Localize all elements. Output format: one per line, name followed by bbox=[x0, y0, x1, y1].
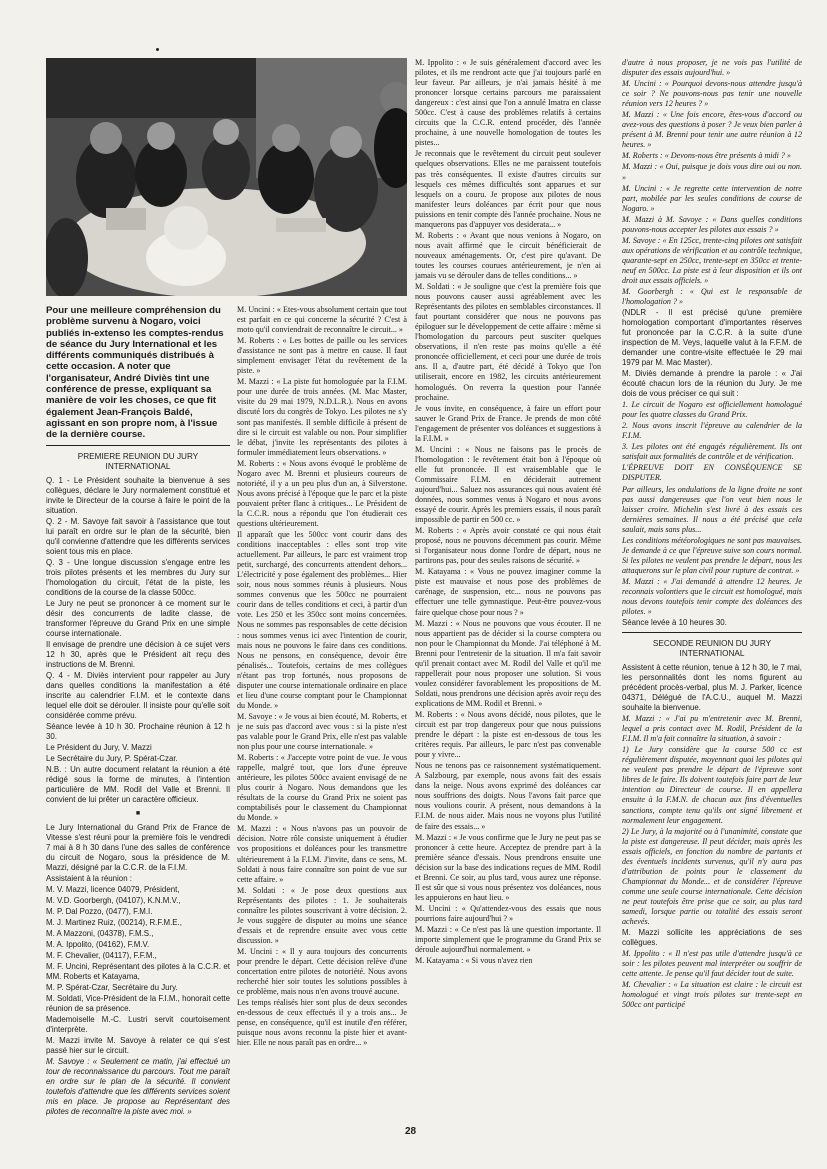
paragraph: M. Savoye : « Seulement ce matin, j'ai effectué un tour de reconnaissance du parcours. Tout me paraît en ordre sur le plan de la sécurité. Il convient toutefois d'attendre que les différents services soient mis en place. Je propose au Représentant des pilotes de reconnaître la piste avec moi. » bbox=[46, 1056, 230, 1116]
paragraph: Il envisage de prendre une décision à ce sujet vers 12 h 30, après que le Président ait reçu des instructions de M. Brenni. bbox=[46, 639, 230, 669]
paragraph: Séance levée à 10 h 30. Prochaine réunion à 12 h 30. bbox=[46, 721, 230, 741]
paragraph: Le Président du Jury, V. Mazzi bbox=[46, 742, 152, 752]
divies-statement bbox=[622, 400, 802, 617]
page-number: 28 bbox=[405, 1126, 417, 1137]
paragraph: M. Roberts : « J'accepte votre point de vue. Je vous rappelle, malgré tout, que lors d'une épreuve antérieure, les pilotes 500cc avaient envisagé de ne plus courir à Nogaro. Nous demandons que les résultats de la course du Grand Prix ne soient pas comptabilisés pour le classement du Championnat du Monde. » bbox=[237, 753, 407, 823]
paragraph: Les temps réalisés hier sont plus de deux secondes en-dessous de ceux effectués il y a trois ans... Je pense, en conséquence, qu'il est inutile d'en référer, puisque nous avons reconnu la piste hier et avant-hier. Elle ne nous paraît pas en ordre... » bbox=[237, 998, 407, 1048]
paragraph: M. Ippolito : « Je suis généralement d'accord avec les pilotes, et ils me rendront acte que j'ai toujours parlé en leur faveur. Par ailleurs, je n'ai jamais hésité à me prononcer lorsque certains parcours me paraissaient dangereux : c'est ainsi que l'on a annulé Imatra en classe 500cc. C'est à cause des problèmes relatifs à certains circuits que la C.C.R. entend procéder, dès l'année prochaine, à une nouvelle homologation de toutes les pistes... bbox=[415, 58, 601, 148]
paragraph: M. Katayama : « Vous ne pouvez imaginer comme la piste est mauvaise et nous pose des problèmes de carénage, de suspension, etc... nous ne pouvons pas effectuer une telle gymnastique. Peut-être pouvez-vous faire quelque chose pour nous ? » bbox=[415, 567, 601, 617]
paragraph: Les conditions météorologiques ne sont pas mauvaises. Je demande à ce que l'épreuve suive son cours normal. Si les pilotes ne veulent pas prendre le départ, nous les attaquerons sur le plan civil pour rupture de contrat. » bbox=[622, 535, 802, 575]
attendee: M. P. Spérat-Czar, Secrétaire du Jury. bbox=[46, 982, 178, 992]
paragraph: 1. Le circuit de Nogaro est officiellement homologué pour les quatre classes du Grand Prix. bbox=[622, 400, 802, 420]
meeting-photo bbox=[46, 58, 407, 296]
second-meeting-minutes bbox=[622, 663, 802, 713]
paragraph: Il apparaît que les 500cc vont courir dans des conditions inacceptables : elles sont trop vite actuellement. Par ailleurs, le parc est vraiment trop petit, surchargé, des concurrents attendent dehors... L'électricité y pose également des problèmes... Hier soir, nous nous sommes réunis à plusieurs. Nous sommes convenus que les 500cc ne pourraient courir dans de telles conditions et ceci, à partir d'un vote. Les 250 et les 350cc sont moins concernées. Nous ne sommes pas responsables de cette décision : nous sommes venus ici avec l'intention de courir, mais nous ne pouvons le faire dans ces conditions. Nous ne pensons, en conséquence, devoir être pénalisés... Toutefois, certains de mes collègues n'étant pas trop fortunés, nous proposons de disputer une course internationale ordinaire en place et lieu d'une course comptant pour le Championnat du Monde. » bbox=[237, 530, 407, 710]
paragraph: M. Roberts : « Après avoir constaté ce qui nous était proposé, nous ne pouvons décemment pas courir. Même si l'organisateur nous donne l'ordre de départ, nous ne partirons pas, pour des seules raisons de sécurité. » bbox=[415, 526, 601, 566]
paragraph: M. Mazzi sollicite les appréciations de ses collègues. bbox=[622, 928, 802, 948]
paragraph: M. Diviès demande à prendre la parole : « J'ai écouté chacun lors de la réunion du Jury. Je me dois de vous préciser ce qui suit : bbox=[622, 369, 802, 399]
paragraph: 3. Les pilotes ont été engagés régulièrement. Ils ont satisfait aux formalités de contrôle et de vérification. bbox=[622, 442, 802, 462]
attendee: M. P. Dal Pozzo, (0477), F.M.I. bbox=[46, 906, 153, 916]
second-meeting-discussion bbox=[622, 714, 802, 927]
print-dot bbox=[156, 48, 159, 51]
paragraph: Assistent à cette réunion, tenue à 12 h 30, le 7 mai, les personnalités dont les noms figurent au précédent procès-verbal, plus M. J. Parker, licence 04371, Délégué de l'A.C.U., auquel M. Mazzi souhaite la bienvenue. bbox=[622, 663, 802, 713]
paragraph: Assistaient à la réunion : bbox=[46, 873, 132, 883]
paragraph: 2) Le Jury, à la majorité ou à l'unanimité, constate que la piste est dangereuse. Il peut décider, mais après les essais officiels, en fonction du nombre de partants et des éventuels incidents survenus, qu'il n'y aura pas d'attribution de points pour le classement du Championnat du Monde... et de considérer l'épreuve comme une seule course internationale. Cette décision ne peut toutefois être prise que ce soir, au plus tard samedi, lorsque partie ou totalité des essais seront achevés. bbox=[622, 826, 802, 927]
paragraph: M. Roberts : « Les bottes de paille ou les services d'assistance ne sont pas à mettre en cause. Il faut simplement envisager l'état du revêtement de la piste. » bbox=[237, 336, 407, 376]
paragraph: M. Roberts : « Nous avons décidé, nous pilotes, que le circuit est par trop dangereux pour que nous puissions prendre le départ : la piste est en-dessous de tous les critères requis. Par ailleurs, le parc n'est pas convenable pour y vivre... bbox=[415, 710, 601, 760]
paragraph: M. Uncini : « Qu'attendez-vous des essais que nous pourrions faire aujourd'hui ? » bbox=[415, 903, 601, 923]
paragraph: Le Jury ne peut se prononcer à ce moment sur le désir des concurrents de ladite classe, de transformer l'épreuve du Grand Prix en une simple course internationale. bbox=[46, 598, 230, 638]
divider bbox=[622, 632, 802, 633]
paragraph: Par ailleurs, les ondulations de la ligne droite ne sont pas aussi dangereuses que l'on veut bien nous le laisser croire. Michelin s'est livré à des essais ces dernières semaines. Il nous a été précisé que cela saulait, mais sans plus... bbox=[622, 484, 802, 534]
attendee: M. V.D. Goorbergh, (04107), K.N.M.V., bbox=[46, 895, 181, 905]
column-2 bbox=[237, 305, 407, 1165]
paragraph: Q. 1 - Le Président souhaite la bienvenue à ses collègues, déclare le Jury normalement constitué et invite le Directeur de la course à faire le point de la situation. bbox=[46, 475, 230, 515]
photo-image bbox=[46, 58, 407, 296]
attendee: M. F. Uncini, Représentant des pilotes à la C.C.R. et MM. Roberts et Katayama, bbox=[46, 961, 230, 981]
paragraph: Q. 3 - Une longue discussion s'engage entre les trois pilotes présents et les membres du Jury sur l'homologation du circuit, l'état de la piste, les conditions de la course de la classe 500cc. bbox=[46, 557, 230, 597]
paragraph: M. Mazzi : « La piste fut homologuée par la F.I.M. pour une durée de trois années. (M. Mac Master, visite du 29 mai 1979, N.D.L.R.). Nous en avons discuté lors du congrès de Tokyo. Les pilotes ne s'y sont pas manifestés. Il semble difficile à présent de dire si le circuit est valable ou non. Pour simplifier le débat, j'invite les représentants des pilotes à formuler immédiatement leurs observations. » bbox=[237, 377, 407, 457]
paragraph: M. Mazzi : « Ce n'est pas là une question importante. Il importe simplement que le programme du Grand Prix se déroule aujourd'hui normalement. » bbox=[415, 924, 601, 955]
paragraph: M. Mazzi : « Nous n'avons pas un pouvoir de décision. Notre rôle consiste uniquement à étudier vos propositions et doléances pour les transmettre ultérieurement à la F.I.M. J'invite, dans ce sens, M. Soldati à nous faire connaître son point de vue sur cette affaire. » bbox=[237, 824, 407, 884]
paragraph: M. Savoye : « En 125cc, trente-cinq pilotes ont satisfait aux opérations de vérification et au contrôle technique, quarante-sept en 250cc, trente-sept en 350cc et trente-neuf en 500cc. La piste est à leur disposition et ils ont droit aux essais officiels. » bbox=[622, 235, 802, 285]
section-title-second-meeting: SECONDE REUNION DU JURY INTERNATIONAL bbox=[652, 639, 772, 659]
paragraph: M. Uncini : « Pourquoi devons-nous attendre jusqu'à ce soir ? Ne pouvons-nous pas tenir une nouvelle réunion vers 12 heures ? » bbox=[622, 79, 802, 109]
paragraph: M. Mazzi : « Nous ne pouvons que vous écouter. Il ne nous appartient pas de décider si la course comptera ou non pour le Championnat du Monde. J'ai téléphoné à M. Brenni pour l'entretenir de la situation. Il m'a fait savoir qu'il prenait contact avec M. Rodil del Valle et qu'il me rappellerait pour nous proposer une solution. Si vous voulez considérer favorablement les propositions de M. Soldati, nous prendrons une décision après avoir reçu des explications de MM. Rodil et Brenni. » bbox=[415, 618, 601, 708]
paragraph: 2. Nous avons inscrit l'épreuve au calendrier de la F.I.M. bbox=[622, 421, 802, 441]
attendee: M. A Mazzoni, (04378), F.M.S., bbox=[46, 928, 154, 938]
paragraph: M. Roberts : « Devons-nous être présents à midi ? » bbox=[622, 151, 791, 161]
column-3 bbox=[415, 58, 601, 1168]
paragraph: d'autre à nous proposer, je ne vois pas l'utilité de disputer des essais aujourd'hui. » bbox=[622, 58, 802, 78]
paragraph: M. Mazzi : « Une fois encore, êtes-vous d'accord ou avez-vous des questions à poser ? Je veux bien parler à présent à M. Brenni pour tenir une autre réunion à 12 heures. » bbox=[622, 110, 802, 150]
paragraph: M. Uncini : « Je regrette cette intervention de notre part, mobilée par les seules conditions de course de Nogaro. » bbox=[622, 183, 802, 213]
paragraph: L'ÉPREUVE DOIT EN CONSÉQUENCE SE DISPUTER. bbox=[622, 463, 802, 483]
column-4 bbox=[622, 58, 802, 1168]
section-title-first-meeting: PREMIERE REUNION DU JURY INTERNATIONAL bbox=[77, 451, 199, 471]
paragraph: M. Savoye : « Je vous ai bien écouté, M. Roberts, et je ne suis pas d'accord avec vous : si la piste n'est pas valable pour le Grand Prix, elle n'est pas valable non plus pour une course internationale. » bbox=[237, 711, 407, 752]
paragraph: M. Chevalier : « La situation est claire : le circuit est homologué et vingt trois pilotes sur trente-sept en 500cc ont participé bbox=[622, 980, 802, 1010]
attendee: M. F. Chevalier, (04117), F.F.M., bbox=[46, 950, 157, 960]
attendee: M. V. Mazzi, licence 04079, Président, bbox=[46, 884, 180, 894]
paragraph: M. Uncini : « Il y aura toujours des concurrents pour prendre le départ. Cette décision relève d'une concertation entre pilotes de notoriété. Nous avons recherché hier soir toutes les solutions possibles à ce problème, mais nous n'en avons trouvé aucune. bbox=[237, 946, 407, 997]
paragraph: M. Uncini : « Etes-vous absolument certain que tout est parfait en ce qui concerne la sécurité ? C'est à moto qu'il conviendrait de reconnaître le circuit... » bbox=[237, 305, 407, 335]
paragraph: M. Mazzi à M. Savoye : « Dans quelles conditions pouvons-nous accepter les pilotes aux essais ? » bbox=[622, 214, 802, 234]
paragraph: M. Katayama : « Si vous n'avez rien bbox=[415, 956, 533, 966]
paragraph: Mademoiselle M.-C. Lustri servit courtoisement d'interprète. bbox=[46, 1014, 230, 1034]
paragraph: Séance levée à 10 heures 30. bbox=[622, 618, 727, 628]
paragraph: Q. 2 - M. Savoye fait savoir à l'assistance que tout lui paraît en ordre sur le plan de la sécurité, bien qu'il convienne d'attendre que les différents services soient tous mis en place. bbox=[46, 516, 230, 556]
paragraph: M. Roberts : « Nous avons évoqué le problème de Nogaro avec M. Brenni et plusieurs coureurs de notoriété, il y a un peu plus d'un an, à Silverstone. Nous avons précisé à l'époque que le parc et la piste pouvaient prêter flanc à critiques... Le Président de la C.C.R. nous a répondu que l'on étudierait ces questions ultérieurement. bbox=[237, 458, 407, 528]
attendee: M. J. Martinez Ruiz, (00214), R.F.M.E., bbox=[46, 917, 182, 927]
paragraph: Le Jury International du Grand Prix de France de Vitesse s'est réuni pour la première fois le vendredi 7 mai à 8 h 30 dans l'une des salles de conférence du circuit de Nogaro, sous la présidence de M. Mazzi, désigné par la C.C.R. de la F.I.M. bbox=[46, 822, 230, 872]
paragraph: Je vous invite, en conséquence, à faire un effort pour sauver le Grand Prix de France. Je prends de mon côté l'engagement de présenter vos doléances et suggestions à la F.I.M. » bbox=[415, 403, 601, 443]
divider bbox=[46, 445, 230, 446]
first-meeting-continued bbox=[622, 58, 802, 307]
lead-paragraph: Pour une meilleure compréhension du problème survenu à Nogaro, voici publiés in-extenso les comptes-rendus de séance du Jury International et les différents communiqués distribués à cette occasion. A noter que l'organisateur, André Diviès tint une conférence de presse, expliquant sa manière de voir les choses, ce que fit également Jean-François Baldé, agissant en son propre nom, à l'issue de la dernière course. bbox=[46, 305, 224, 441]
paragraph: M. Mazzi : « J'ai pu m'entretenir avec M. Brenni, lequel a pris contact avec M. Rodil, Président de la F.I.M. Il m'a fait connaître la situation, à savoir : bbox=[622, 714, 802, 744]
paragraph: M. Goorbergh : « Qui est le responsable de l'homologation ? » bbox=[622, 287, 802, 307]
paragraph: N.B. : Un autre document relatant la réunion a été rédigé sous la forme de minutes, à l'intention particulière de MM. Rodil del Valle et Brenni. Il convient de lui prêter un caractère officieux. bbox=[46, 764, 230, 804]
paragraph: M. Soldati : « Je souligne que c'est la première fois que nous pouvons causer aussi agréablement avec les Représentants des pilotes en semblables circonstances. Il faut pourtant considérer que nous ne pouvons pas épiloguer sur le développement de cette affaire : même si l'homologation du parcours peut susciter quelques observations, il n'en reste pas moins qu'elle a été prononcée officiellement, et ceci pour une durée de trois ans. Il a, d'autre part, été décidé à Tokyo que l'on utiliserait, encore en 1982, les circuits antérieurement homologués. On reverra la question pour l'année prochaine. bbox=[415, 282, 601, 402]
paragraph: 1) Le Jury considère que la course 500 cc est régulièrement disputée, moyennant quoi les pilotes qui ne veulent pas prendre le départ de l'épreuve sont libres de le faire. Ils doivent toutefois faire part de leur intention au Directeur de course. Il en appellera ensuite à la F.M.N. de chacun aux fins d'éventuelles sanctions, compte tenu qu'ils ont signé librement et normalement leur engagement. bbox=[622, 745, 802, 825]
paragraph: M. Uncini : « Nous ne faisons pas le procès de l'homologation : le revêtement était bon à l'époque où elle fut prononcée. Il est vraisemblable que le Commissaire F.I.M. en déciderait autrement aujourd'hui... Saluez nos assurances qui nous avaient été données, nous sommes venus à Nogaro et nous avons essayé de courir. Après les premiers essais, il nous paraît impossible de partir en 500 cc. » bbox=[415, 444, 601, 525]
bullet-separator: ■ bbox=[135, 809, 141, 817]
paragraph: Q. 4 - M. Diviès intervient pour rappeler au Jury dans quelles conditions la manifestation a été inscrite au calendrier F.I.M. et le contexte dans lequel elle doit se dérouler. Il insiste pour qu'elle soit considérée comme prévu. bbox=[46, 670, 230, 720]
attendee: M. A. Ippolito, (04162), F.M.V. bbox=[46, 939, 150, 949]
paragraph: M. Soldati : « Je pose deux questions aux Représentants des pilotes : 1. Je souhaiterais connaître les pilotes souscrivant à votre décision. 2. Je vous suggère de disputer au moins une séance d'essais et de reprendre ensuite avec vous cette discussion. » bbox=[237, 885, 407, 945]
paragraph: Je reconnais que le revêtement du circuit peut soulever quelques observations. Elles ne me paraissent toutefois pas très conséquentes. Il existe d'autres circuits sur lesquels ces mêmes difficultés sont apparues et sur lesquels on a couru. Je propose aux pilotes de nous manifester leurs doléances par écrit pour que nous puissions en tenir compte dès l'année prochaine. Nous ne manquerons pas d'appuyer vos desiderata... » bbox=[415, 149, 601, 229]
paragraph: Nous ne tenons pas ce raisonnement systématiquement. A Salzbourg, par exemple, nous avons fait des essais dans la neige. Nous avons exprimé des doléances car nous souffrions des doigts. Nous l'avons fait parce que nous voulions courir. A présent, nous demandons à la F.I.M. de nous aider. Mais nous ne voyons plus l'utilité de faire des essais... » bbox=[415, 761, 601, 831]
paragraph: M. Roberts : « Avant que nous venions à Nogaro, on nous avait affirmé que le circuit bénéficierait de nouveaux aménagements. Or, c'est pire qu'avant. De toutes les courses courues antérieurement, je n'en ai jamais vu se dérouler dans de telles conditions... » bbox=[415, 230, 601, 280]
paragraph: Le Secrétaire du Jury, P. Spérat-Czar. bbox=[46, 753, 178, 763]
paragraph: M. Ippolito : « Il n'est pas utile d'attendre jusqu'à ce soir : les pilotes peuvent mal interpréter ou souffrir de cette attente. Je pense qu'il faut décider tout de suite. bbox=[622, 949, 802, 979]
paragraph: M. Mazzi : « J'ai demandé à attendre 12 heures. Je reconnais volontiers que le circuit est homologué, mais nous devons toutefois tenir compte des doléances des pilotes. » bbox=[622, 576, 802, 617]
column-1 bbox=[46, 305, 230, 1165]
ndlr-note bbox=[622, 308, 802, 399]
first-meeting-minutes bbox=[46, 476, 230, 1117]
paragraph: M. Mazzi : « Je vous confirme que le Jury ne peut pas se prononcer à cette heure. Acceptez de prendre part à la première séance d'essais. Nous prendrons ensuite une décision sur la base des indications reçues de MM. Rodil et Brenni. Ce soir, au plus tard, vous aurez une réponse. Il est sûr que si vous nous présentez vos doléances, nous les appuierons en haut lieu. » bbox=[415, 832, 601, 902]
paragraph: (NDLR - Il est précisé qu'une première homologation comportant d'importantes réserves fut prononcée par la C.C.R. à la suite d'une inspection de M. Veys, laquelle valut à la F.F.M. de demander une contre-visite effectuée le 29 mai 1979 par M. Mac Master). bbox=[622, 308, 802, 368]
paragraph: M. Mazzi invite M. Savoye à relater ce qui s'est passé hier sur le circuit. bbox=[46, 1035, 230, 1055]
paragraph: M. Mazzi : « Oui, puisque je dois vous dire oui ou non. » bbox=[622, 162, 802, 182]
paragraph: M. Soldati, Vice-Président de la F.I.M., honorait cette réunion de sa présence. bbox=[46, 993, 230, 1013]
second-meeting-opinions bbox=[622, 949, 802, 1010]
